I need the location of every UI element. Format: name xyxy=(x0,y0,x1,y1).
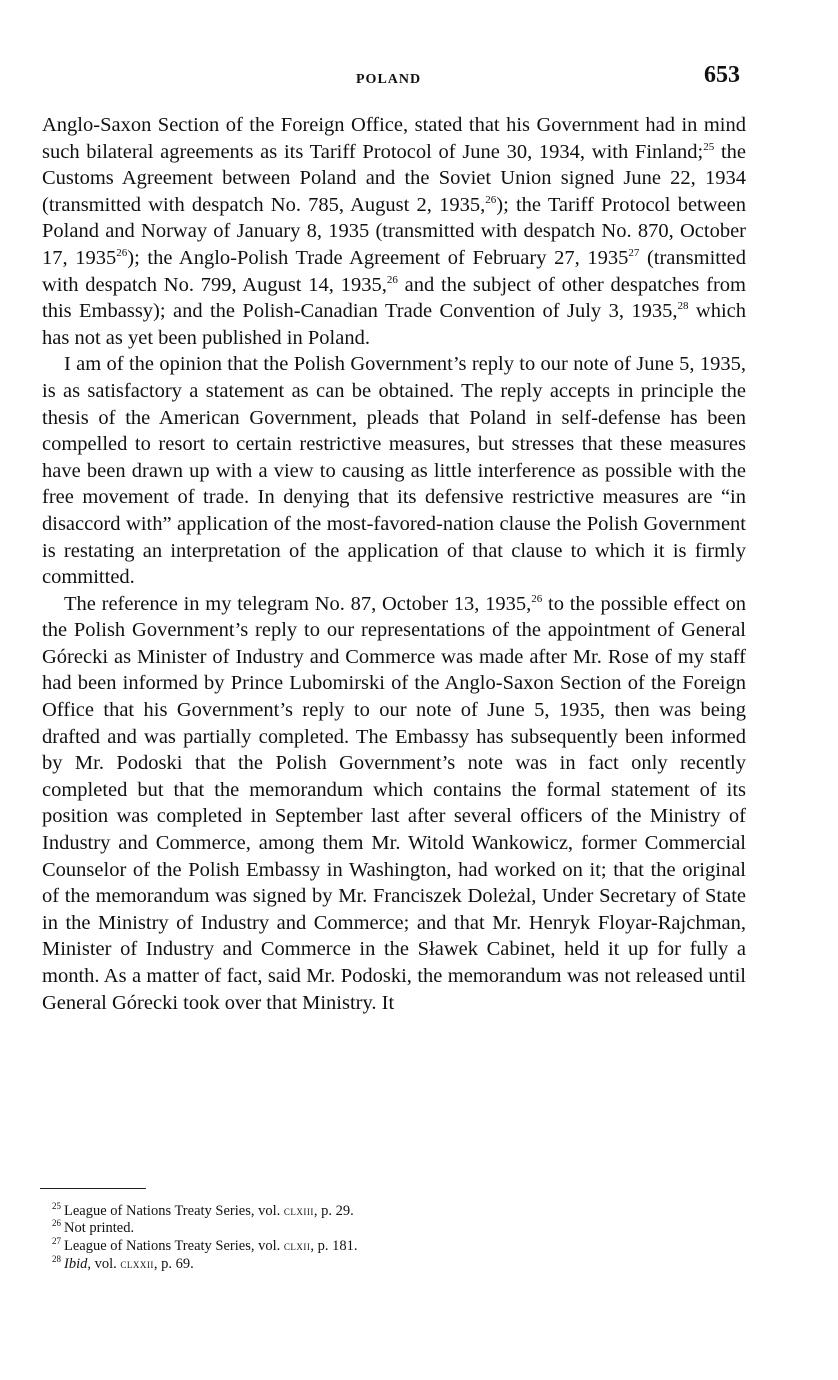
footnote-27 xyxy=(52,1237,652,1255)
page-number: 653 xyxy=(704,62,740,88)
footnote-ref-26: 26 xyxy=(116,247,128,260)
volume-number: clxxii xyxy=(120,1256,154,1271)
text-run: ); the Anglo-Polish Trade Agreement of February 27, 1935 xyxy=(127,246,629,269)
footnote-text: , p. 69. xyxy=(153,1256,194,1272)
footnote-ref-28: 28 xyxy=(677,300,689,313)
footnote-ref-25: 25 xyxy=(703,140,715,153)
body-text xyxy=(42,112,746,1016)
text-run: (transmitted with despatch No. 799, August 14, 1935, xyxy=(42,246,747,296)
text-run: the Customs Agreement between Poland and the Soviet Union signed June 22, 1934 (transmitted with despatch No. 785, August 2, 1935, xyxy=(42,140,746,216)
footnote-ref-26: 26 xyxy=(386,273,398,286)
footnote-ref-27: 27 xyxy=(628,247,640,260)
footnote-ref-26: 26 xyxy=(531,592,543,605)
text-run: Anglo-Saxon Section of the Foreign Office, stated that his Government had in mind such bilateral agreements as its Tariff Protocol of June 30, 1934, with Finland; xyxy=(42,114,746,163)
text-run: and the subject of other despatches from this Embassy); and the Polish-Canadian Trade Convention of July 3, 1935, xyxy=(42,273,746,323)
running-head: POLAND xyxy=(356,72,422,87)
footnote-text: Not printed. xyxy=(64,1220,135,1236)
footnote-text: , p. 29. xyxy=(313,1203,354,1219)
footnote-mark: 25 xyxy=(52,1201,61,1212)
footnote-ref-26: 26 xyxy=(485,193,497,206)
footnote-mark: 27 xyxy=(52,1236,61,1247)
footnote-mark: 28 xyxy=(52,1254,61,1265)
footnote-text: League of Nations Treaty Series, vol. xyxy=(64,1238,284,1254)
footnote-28 xyxy=(52,1255,652,1273)
footnote-25 xyxy=(52,1202,652,1220)
footnotes xyxy=(52,1202,652,1273)
footnote-mark: 26 xyxy=(52,1218,61,1229)
footnote-text: League of Nations Treaty Series, vol. xyxy=(64,1203,284,1219)
paragraph-opinion: I am of the opinion that the Polish Government’s reply to our note of June 5, 1935, is as satisfactory a statement as can be obtained. The reply accepts in principle the thesis of the American Government, pleads that Poland in self-defense has been compelled to resort to certain restrictive measures, but stresses that these measures have been drawn up with a view to causing as little interference as possible with the free movement of trade. In denying that its defensive restrictive measures are “in disaccord with” application of the most-favored-nation clause the Polish Government is restating an interpretation of the application of that clause to which it is firmly committed. xyxy=(42,353,746,589)
paragraph-continued xyxy=(42,112,746,351)
footnote-rule xyxy=(40,1188,146,1189)
volume-number: clxii xyxy=(283,1238,311,1253)
text-run: to the possible effect on the Polish Government’s reply to our representations of the appointment of General Górecki as Minister of Industry and Commerce was made after Mr. Rose of my staff had been informed by Prince Lubomirski of the Anglo-Saxon Section of the Foreign Office that his Government’s reply to our note of June 5, 1935, then was being drafted and was partially completed. The Embassy has subsequently been informed by Mr. Podoski that the Polish Government’s note was in fact only recently completed but that the memorandum which contains the formal statement of its position was completed in September last after several officers of the Ministry of Industry and Commerce, among them Mr. Witold Wankowicz, former Commercial Counselor of the Polish Embassy in Washington, had worked on it; that the original of the memorandum was signed by Mr. Franciszek Doleżal, Under Secretary of State in the Ministry of Industry and Commerce; and that Mr. Henryk Floyar-Rajchman, Minister of Industry and Commerce in the Sławek Cabinet, held it up for fully a month. As a matter of fact, said Mr. Podoski, the memorandum was not released until General Górecki took over that Ministry. It xyxy=(42,592,746,1014)
text-run: The reference in my telegram No. 87, October 13, 1935, xyxy=(64,592,532,615)
ibid-text: Ibid xyxy=(64,1256,88,1272)
footnote-26 xyxy=(52,1220,652,1237)
footnote-text: , p. 181. xyxy=(310,1238,358,1254)
paragraph-reference xyxy=(42,591,746,1017)
volume-number: clxiii xyxy=(283,1203,314,1218)
footnote-text: , vol. xyxy=(87,1256,121,1272)
text-run: ); the Tariff Protocol between Poland and Norway of January 8, 1935 (transmitted with despatch No. 870, October 17, 1935 xyxy=(42,193,746,269)
text-run: which has not as yet been published in Poland. xyxy=(42,300,746,349)
